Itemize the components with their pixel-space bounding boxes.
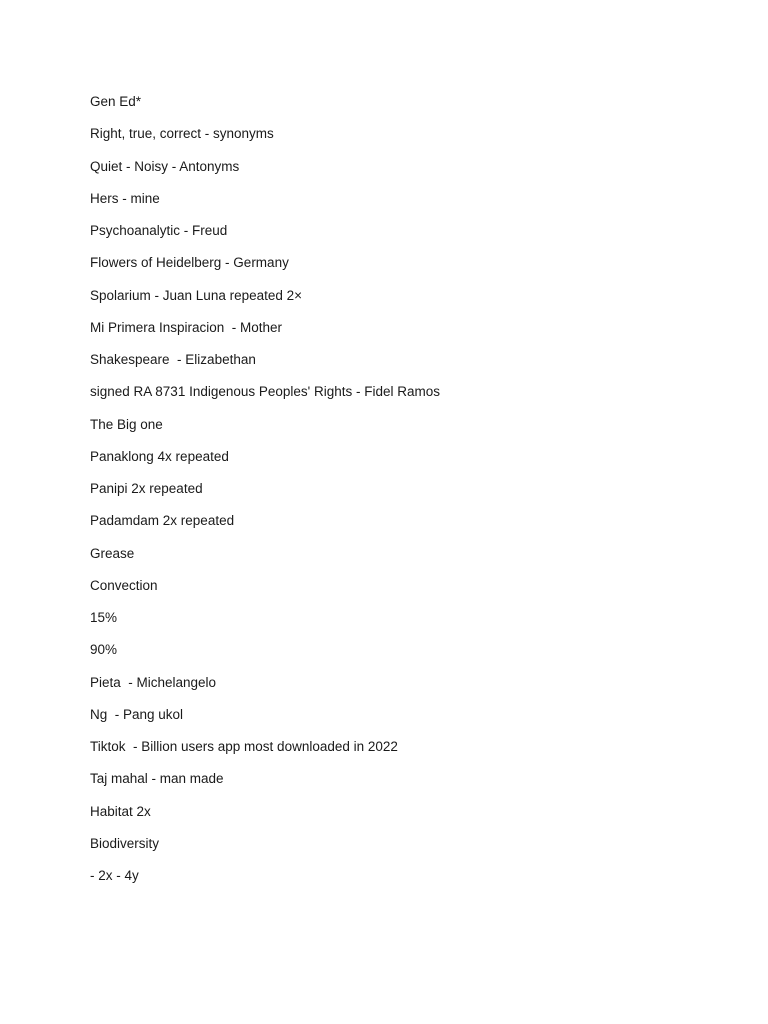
note-line: 15% — [90, 610, 118, 625]
note-line: Flowers of Heidelberg - Germany — [90, 255, 289, 271]
note-line: Taj mahal - man made — [90, 771, 224, 787]
note-line: The Big one — [90, 416, 163, 432]
note-line: Mi Primera Inspiracion - Mother — [90, 319, 283, 335]
note-line: Quiet - Noisy - Antonyms — [90, 158, 240, 174]
notes-list — [90, 92, 710, 898]
note-line: Hers - mine — [90, 190, 160, 206]
note-line: Grease — [90, 545, 135, 561]
note-line: Psychoanalytic - Freud — [90, 223, 228, 238]
note-line: - 2x - 4y — [90, 868, 139, 883]
note-line: Padamdam 2x repeated — [90, 513, 235, 529]
note-line: Pieta - Michelangelo — [90, 674, 217, 690]
note-line: 90% — [90, 642, 118, 658]
note-line: Habitat 2x — [90, 803, 151, 819]
note-line: Right, true, correct - synonyms — [90, 126, 274, 142]
note-line: Panaklong 4x repeated — [90, 448, 229, 464]
note-line: Biodiversity — [90, 835, 160, 851]
note-line: Shakespeare - Elizabethan — [90, 352, 256, 367]
note-line: Ng - Pang ukol — [90, 706, 184, 722]
note-line: Gen Ed* — [90, 94, 142, 109]
note-line: Tiktok - Billion users app most downloaded in 2022 — [90, 739, 398, 754]
note-line: Convection — [90, 577, 158, 593]
note-line: Panipi 2x repeated — [90, 481, 203, 496]
note-line: Spolarium - Juan Luna repeated 2× — [90, 287, 303, 303]
note-line: signed RA 8731 Indigenous Peoples' Rights - Fidel Ramos — [90, 384, 441, 400]
